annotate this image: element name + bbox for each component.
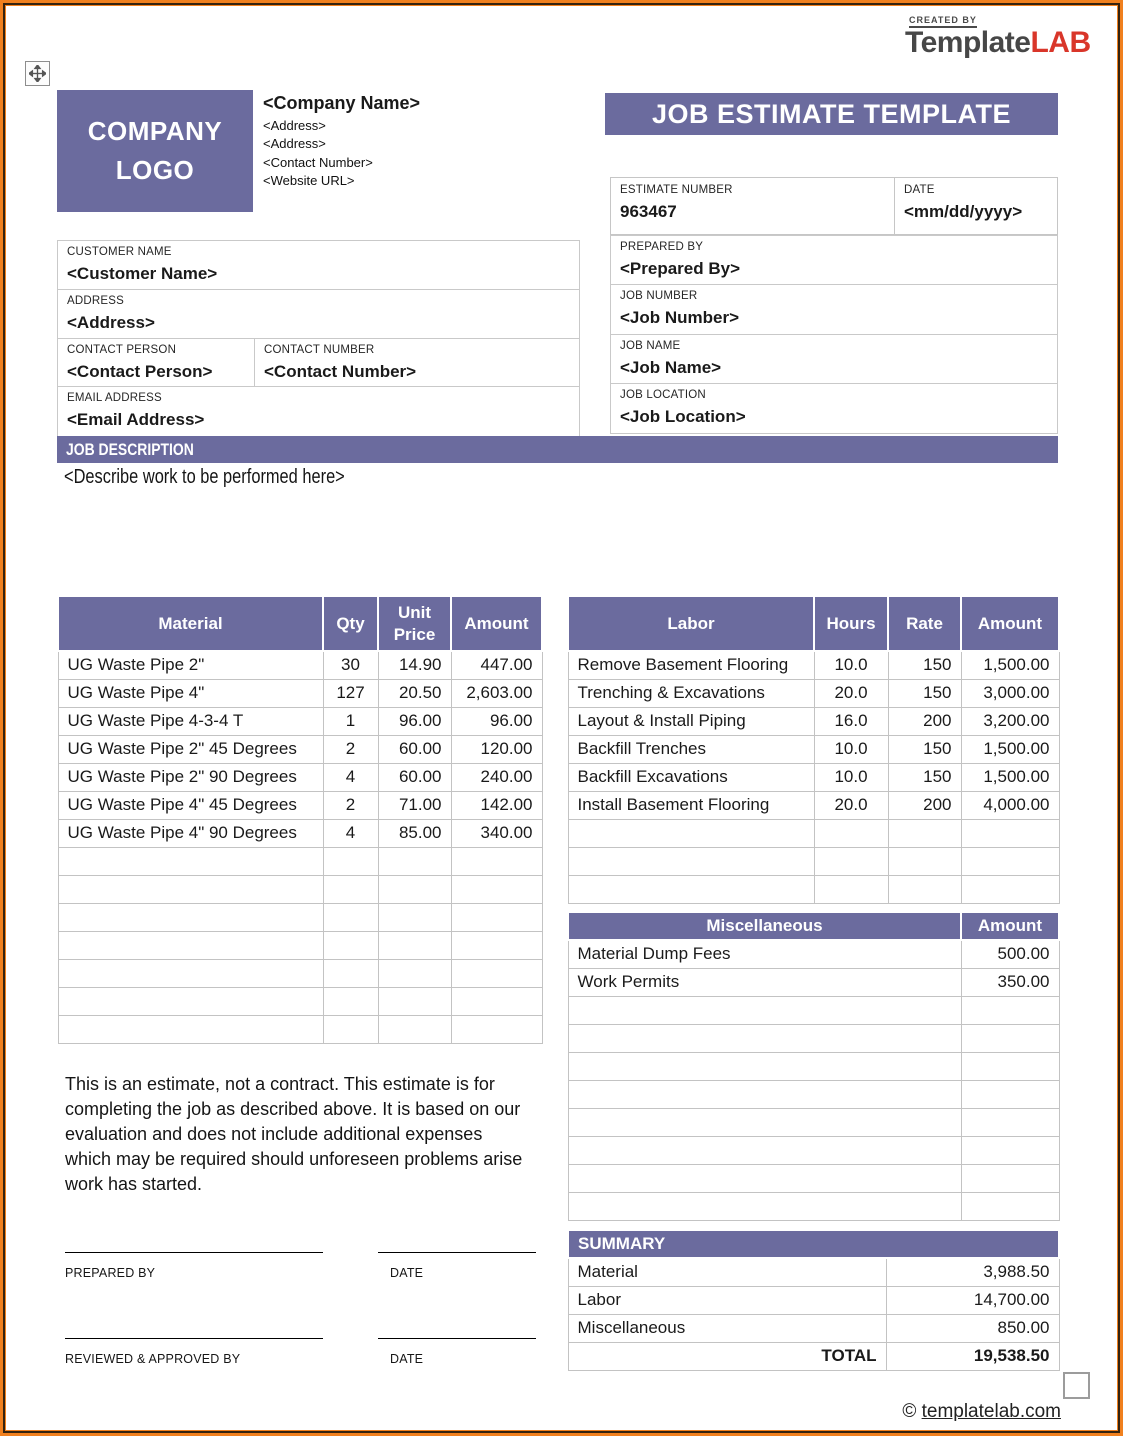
signature-date-label-2: DATE [390,1352,424,1366]
table-row [568,791,1059,819]
table-cell: 16.0 [814,707,888,735]
job-location-value[interactable]: <Job Location> [620,406,746,426]
date-signature-line-2 [378,1338,536,1339]
customer-name-value[interactable]: <Customer Name> [67,264,218,283]
table-cell: 4,000.00 [961,791,1059,819]
table-cell: UG Waste Pipe 4" 90 Degrees [58,819,323,847]
contact-person-value[interactable]: <Contact Person> [67,361,213,381]
table-cell: 240.00 [451,763,542,791]
table-cell: 4 [323,819,378,847]
table-row [58,735,542,763]
estimate-number-label: ESTIMATE NUMBER [620,184,733,196]
table-cell: 3,988.50 [886,1258,1059,1286]
customer-address-label: ADDRESS [67,294,124,307]
table-row [568,1108,1059,1136]
amount-col-header: Amount [961,596,1059,651]
job-number-field [611,285,1057,334]
table-cell: 2 [323,735,378,763]
qty-col-header: Qty [323,596,378,651]
misc-col-header: Miscellaneous [568,912,961,940]
table-row [568,651,1059,679]
estimate-number-cell [611,178,894,234]
table-cell [451,1015,542,1043]
job-location-field [611,384,1057,433]
table-row [568,1080,1059,1108]
table-cell [58,1015,323,1043]
material-col-header: Material [58,596,323,651]
table-cell: 14,700.00 [886,1286,1059,1314]
company-logo-line2: LOGO [115,155,195,185]
table-row [568,1052,1059,1080]
prepared-by-label: PREPARED BY [620,241,704,253]
table-cell [961,847,1059,875]
table-cell [961,1024,1059,1052]
table-row [58,903,542,931]
job-name-value[interactable]: <Job Name> [620,357,722,377]
table-row [568,1136,1059,1164]
table-row [568,875,1059,903]
table-cell: Trenching & Excavations [568,679,814,707]
table-cell: 14.90 [378,651,451,679]
customer-contact-row [58,339,579,388]
table-cell [568,819,814,847]
table-cell [378,847,451,875]
logo-template-text: Template [905,26,1031,59]
total-value: 19,538.50 [886,1342,1059,1370]
move-icon [29,65,46,82]
customer-email-field [58,387,579,436]
table-row [58,987,542,1015]
table-cell [814,875,888,903]
table-row [568,1192,1059,1220]
table-cell [888,819,961,847]
table-cell: 96.00 [378,707,451,735]
table-cell: Labor [568,1286,886,1314]
table-cell: 3,200.00 [961,707,1059,735]
table-row [568,940,1059,968]
table-cell [568,1080,961,1108]
table-cell [961,819,1059,847]
table-cell: 120.00 [451,735,542,763]
job-name-label: JOB NAME [620,339,681,352]
table-row [58,959,542,987]
table-cell [961,1080,1059,1108]
company-logo-line1: COMPANY [87,116,223,146]
table-cell [323,1015,378,1043]
table-row [568,968,1059,996]
table-cell [378,1015,451,1043]
table-row [58,791,542,819]
amount-col-header: Amount [451,596,542,651]
table-cell: 71.00 [378,791,451,819]
table-cell [58,847,323,875]
table-row [568,1286,1059,1314]
table-cell [568,847,814,875]
table-cell: 500.00 [961,940,1059,968]
table-cell [568,1024,961,1052]
table-row [568,1024,1059,1052]
table-cell [451,931,542,959]
table-cell: 200 [888,791,961,819]
table-cell [961,875,1059,903]
unit-price-col-header: Unit Price [378,596,451,651]
table-cell: UG Waste Pipe 2" [58,651,323,679]
company-contact-placeholder[interactable]: <Contact Number> [263,154,373,170]
customer-address-field [58,290,579,339]
labor-header-row [568,596,1059,651]
contact-number-value[interactable]: <Contact Number> [264,361,417,381]
table-cell: Remove Basement Flooring [568,651,814,679]
table-cell: 340.00 [451,819,542,847]
table-cell [323,987,378,1015]
signature-date-label-1: DATE [390,1266,424,1280]
table-cell [451,875,542,903]
hours-col-header: Hours [814,596,888,651]
table-row [568,707,1059,735]
misc-header-row [568,912,1059,940]
signature-prepared-by-label: PREPARED BY [65,1266,156,1280]
table-cell: UG Waste Pipe 2" 45 Degrees [58,735,323,763]
contact-person-label: CONTACT PERSON [67,343,177,356]
email-label: EMAIL ADDRESS [67,392,162,405]
summary-total-row [568,1342,1059,1370]
table-row [58,875,542,903]
material-table [57,595,543,1044]
date-signature-line-1 [378,1252,536,1253]
table-cell: 2 [323,791,378,819]
table-row [58,847,542,875]
move-handle[interactable] [25,61,50,86]
amount-col-header: Amount [961,912,1059,940]
table-cell [323,875,378,903]
date-cell [894,178,1059,234]
table-cell: 20.50 [378,679,451,707]
table-cell: Material [568,1258,886,1286]
company-website-placeholder[interactable]: <Website URL> [263,173,355,189]
table-cell: Layout & Install Piping [568,707,814,735]
table-cell: 150 [888,735,961,763]
table-cell: 1,500.00 [961,735,1059,763]
table-cell: 850.00 [886,1314,1059,1342]
table-cell [451,847,542,875]
prepared-by-value[interactable]: <Prepared By> [620,259,741,278]
table-row [58,819,542,847]
table-cell [378,875,451,903]
summary-table [567,1229,1060,1371]
table-cell [888,847,961,875]
table-cell: 30 [323,651,378,679]
table-cell: 1,500.00 [961,651,1059,679]
table-cell: 60.00 [378,763,451,791]
customer-info-box [57,240,580,437]
footer-copyright [902,1401,1061,1423]
footer-checkbox[interactable] [1063,1372,1090,1399]
table-cell [323,959,378,987]
labor-table [567,595,1060,904]
company-address2-placeholder[interactable]: <Address> [263,136,326,152]
table-cell: 447.00 [451,651,542,679]
table-row [58,763,542,791]
table-cell [451,959,542,987]
rate-col-header: Rate [888,596,961,651]
table-cell: 60.00 [378,735,451,763]
signature-reviewed-label: REVIEWED & APPROVED BY [65,1352,241,1366]
table-cell [58,959,323,987]
table-cell [568,1164,961,1192]
table-cell: UG Waste Pipe 4" [58,679,323,707]
table-row [58,651,542,679]
material-header-row [58,596,542,651]
table-row [58,931,542,959]
job-description-placeholder[interactable]: <Describe work to be performed here> [64,466,345,488]
table-cell [568,1108,961,1136]
table-row [568,1314,1059,1342]
job-info-box [610,235,1058,434]
estimate-info-box [610,177,1058,235]
copyright-symbol: © [902,1401,917,1422]
table-cell [323,903,378,931]
table-cell: 150 [888,763,961,791]
table-row [58,679,542,707]
table-cell: 3,000.00 [961,679,1059,707]
table-cell [568,996,961,1024]
company-address-placeholder[interactable]: <Address> [263,118,326,133]
job-location-label: JOB LOCATION [620,388,706,401]
table-cell [323,847,378,875]
date-label: DATE [904,184,935,196]
table-cell [961,1052,1059,1080]
table-row [58,707,542,735]
job-number-label: JOB NUMBER [620,290,698,303]
table-row [568,763,1059,791]
table-cell [58,987,323,1015]
table-cell [378,903,451,931]
table-cell: 2,603.00 [451,679,542,707]
date-value[interactable]: <mm/dd/yyyy> [904,202,1023,221]
templatelab-logo [905,10,1120,58]
table-cell [814,847,888,875]
table-cell: UG Waste Pipe 4-3-4 T [58,707,323,735]
table-cell: UG Waste Pipe 4" 45 Degrees [58,791,323,819]
contact-number-label: CONTACT NUMBER [264,343,375,356]
table-cell: 20.0 [814,679,888,707]
reviewed-signature-line [65,1338,323,1339]
prepared-by-field [611,236,1057,285]
table-cell: Work Permits [568,968,961,996]
table-cell: Miscellaneous [568,1314,886,1342]
customer-address-value[interactable]: <Address> [67,312,155,332]
table-cell [961,1108,1059,1136]
table-cell [378,931,451,959]
table-cell [568,1136,961,1164]
table-cell: Backfill Trenches [568,735,814,763]
summary-header: SUMMARY [568,1230,1059,1258]
prepared-by-signature-line [65,1252,323,1253]
table-cell [568,875,814,903]
table-cell [961,996,1059,1024]
estimate-number-value[interactable]: 963467 [620,202,677,221]
table-cell [58,903,323,931]
table-row [568,1164,1059,1192]
table-row [568,996,1059,1024]
table-cell: 150 [888,679,961,707]
table-cell: 85.00 [378,819,451,847]
contact-number-field [254,339,581,387]
table-cell: 142.00 [451,791,542,819]
table-cell [378,987,451,1015]
table-cell: 10.0 [814,735,888,763]
table-cell: 10.0 [814,651,888,679]
created-by-label: CREATED BY [909,15,977,28]
table-cell: 96.00 [451,707,542,735]
customer-name-field [58,241,579,290]
table-cell: Backfill Excavations [568,763,814,791]
table-cell: 200 [888,707,961,735]
table-cell [961,1136,1059,1164]
job-description-header: JOB DESCRIPTION [57,436,1058,463]
table-cell [568,1192,961,1220]
company-info [263,93,593,191]
table-row [568,735,1059,763]
job-number-value[interactable]: <Job Number> [620,308,740,328]
total-label: TOTAL [568,1342,886,1370]
table-cell [58,875,323,903]
table-cell [451,903,542,931]
page-title: JOB ESTIMATE TEMPLATE [605,93,1058,135]
table-row [568,1258,1059,1286]
labor-col-header: Labor [568,596,814,651]
table-row [568,847,1059,875]
templatelab-link[interactable]: templatelab.com [921,1401,1061,1422]
company-name-placeholder[interactable]: <Company Name> [263,93,421,113]
table-cell [451,987,542,1015]
email-value[interactable]: <Email Address> [67,410,205,430]
table-cell [814,819,888,847]
table-cell: 1,500.00 [961,763,1059,791]
company-logo [57,90,253,212]
logo-lab-text: LAB [1030,26,1091,59]
table-cell [961,1192,1059,1220]
table-cell [961,1164,1059,1192]
table-cell: 10.0 [814,763,888,791]
table-cell: 4 [323,763,378,791]
table-row [568,679,1059,707]
table-cell [58,931,323,959]
table-cell: 1 [323,707,378,735]
customer-name-label: CUSTOMER NAME [67,246,172,258]
table-row [568,819,1059,847]
table-cell: 127 [323,679,378,707]
table-cell: Install Basement Flooring [568,791,814,819]
table-cell: Material Dump Fees [568,940,961,968]
disclaimer-text: This is an estimate, not a contract. This estimate is for completing the job as described above. It is based on our evaluation and does not include additional expenses which may be required should unforeseen problems arise work has started. [65,1074,523,1195]
table-cell: UG Waste Pipe 2" 90 Degrees [58,763,323,791]
summary-header-row [568,1230,1059,1258]
table-cell [888,875,961,903]
table-row [58,1015,542,1043]
table-cell [378,959,451,987]
table-cell [568,1052,961,1080]
table-cell: 150 [888,651,961,679]
job-name-field [611,335,1057,384]
table-cell: 20.0 [814,791,888,819]
table-cell [323,931,378,959]
miscellaneous-table [567,911,1060,1221]
contact-person-field [58,339,254,387]
table-cell: 350.00 [961,968,1059,996]
